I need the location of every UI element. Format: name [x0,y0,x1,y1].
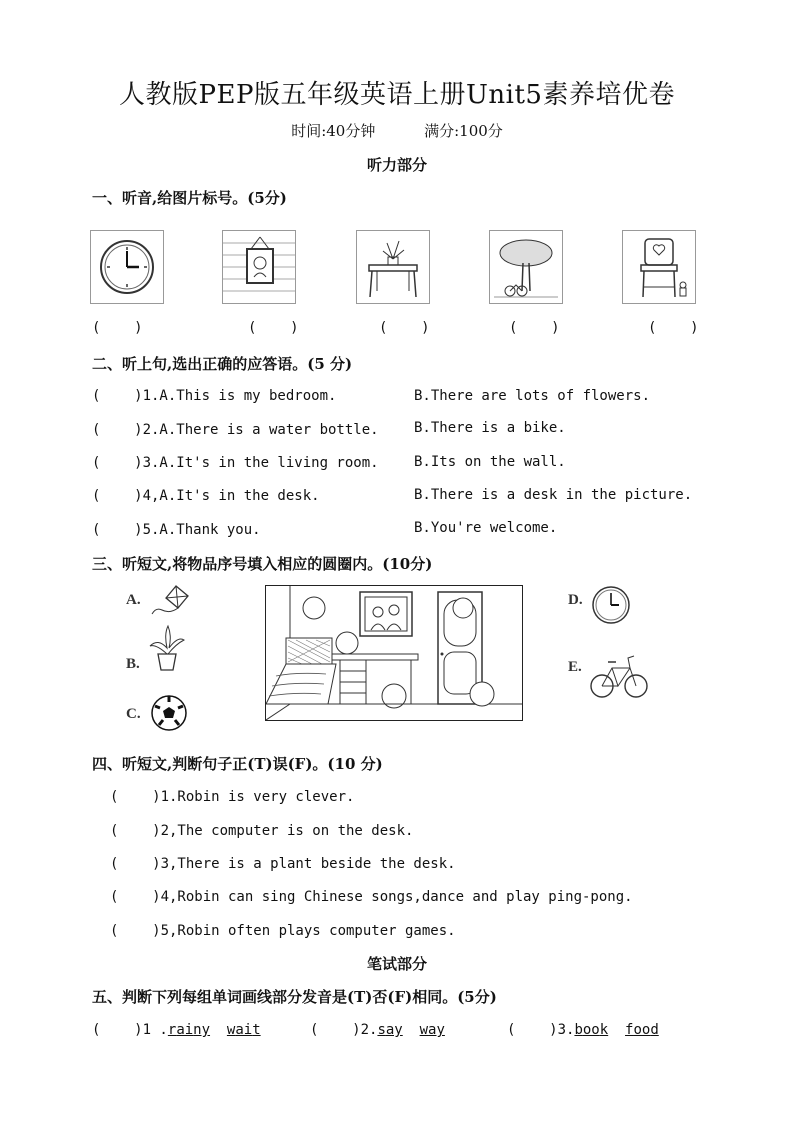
item-label-d: D. [568,592,583,608]
tree-and-bike-icon [489,230,563,304]
writing-section-header: 笔试部分 [366,955,427,973]
item-label-b: B. [126,656,140,672]
question-option-b: B.There is a desk in the picture. [414,487,693,503]
word-1: book [574,1022,609,1038]
phonics-item [310,1022,445,1038]
page-title: 人教版PEP版五年级英语上册Unit5素养培优卷 [119,80,675,110]
answer-blank[interactable]: ( ) [507,1022,558,1038]
answer-blank[interactable]: ( ) [92,1022,143,1038]
answer-blank[interactable]: ( ) [310,1022,361,1038]
answer-blank[interactable]: ( ) [648,320,699,336]
framed-picture-icon [222,230,296,304]
question-option-b: B.There are lots of flowers. [414,388,651,404]
question-option-a: ( )2.A.There is a water bottle. [92,422,379,438]
word-2: wait [226,1022,261,1038]
word-1: say [377,1022,403,1038]
answer-blank[interactable]: ( ) [509,320,560,336]
answer-blank[interactable]: ( ) [248,320,299,336]
section2-heading: 二、听上句,选出正确的应答语。(5 分) [92,355,353,373]
chair-icon [622,230,696,304]
kite-icon [148,584,192,620]
question-option-b: B.There is a bike. [414,420,566,436]
true-false-item: ( )4,Robin can sing Chinese songs,dance and play ping-pong. [110,889,633,905]
question-option-a: ( )1.A.This is my bedroom. [92,388,337,404]
answer-blank[interactable]: ( ) [379,320,430,336]
phonics-item [92,1022,261,1038]
item-label-a: A. [126,592,141,608]
item-number: 1 . [142,1022,168,1038]
phonics-item [507,1022,659,1038]
item-label-e: E. [568,659,582,675]
question-option-b: B.Its on the wall. [414,454,566,470]
exam-meta [0,120,794,141]
bike-icon [588,650,650,702]
plant-on-table-icon [356,230,430,304]
item-number: 3. [557,1022,575,1038]
question-option-a: ( )3.A.It's in the living room. [92,455,379,471]
section4-heading: 四、听短文,判断句子正(T)误(F)。(10 分) [92,755,383,773]
true-false-item: ( )5,Robin often plays computer games. [110,923,456,939]
item-number: 2. [360,1022,378,1038]
section3-heading: 三、听短文,将物品序号填入相应的圆圈内。(10分) [92,555,433,573]
exam-score: 满分:100分 [424,122,503,140]
section1-heading: 一、听音,给图片标号。(5分) [92,189,287,207]
true-false-item: ( )2,The computer is on the desk. [110,823,414,839]
word-2: way [419,1022,445,1038]
room-scene-picture [265,585,523,721]
answer-blank[interactable]: ( ) [92,320,143,336]
word-2: food [625,1022,659,1038]
exam-time: 时间:40分钟 [291,122,376,140]
question-option-a: ( )5.A.Thank you. [92,522,261,538]
clock-icon [90,230,164,304]
listening-section-header: 听力部分 [366,156,427,174]
football-icon [150,694,188,732]
true-false-item: ( )1.Robin is very clever. [110,789,355,805]
word-1: rainy [167,1022,211,1038]
question-option-b: B.You're welcome. [414,520,558,536]
item-label-c: C. [126,706,141,722]
section5-heading: 五、判断下列每组单词画线部分发音是(T)否(F)相同。(5分) [92,988,497,1006]
plant-icon [146,624,188,672]
true-false-item: ( )3,There is a plant beside the desk. [110,856,456,872]
clock-icon [590,584,632,626]
question-option-a: ( )4,A.It's in the desk. [92,488,320,504]
